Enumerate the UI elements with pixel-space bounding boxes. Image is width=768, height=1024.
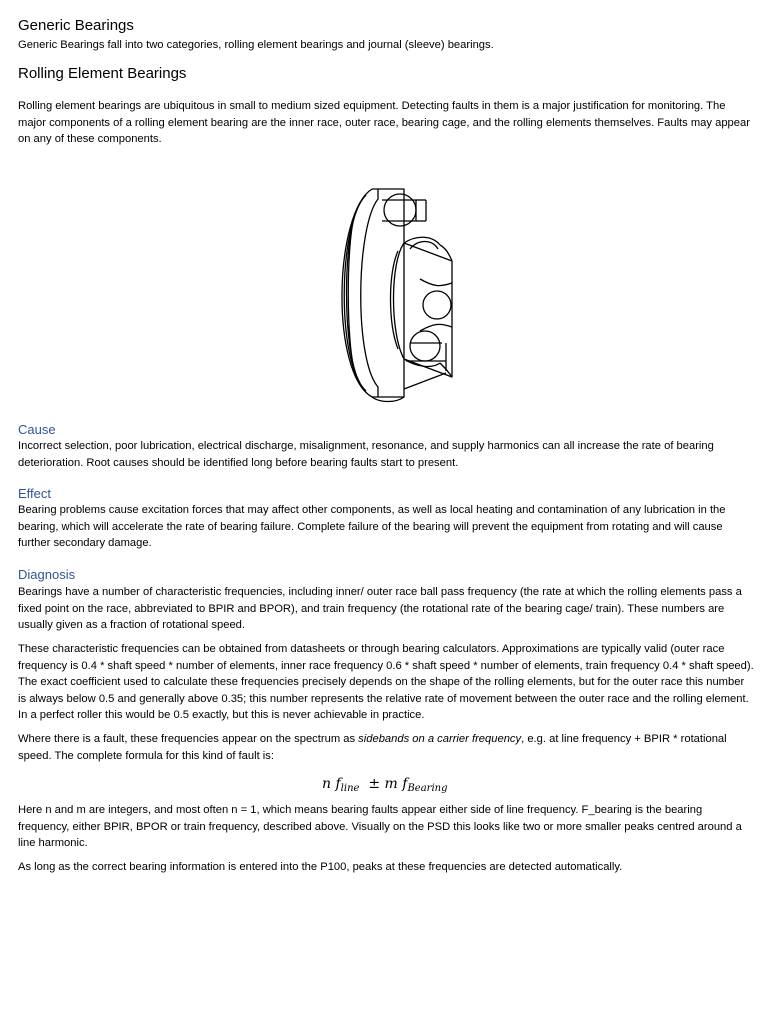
sidebands-phrase: sidebands on a carrier frequency	[358, 733, 522, 745]
diagnosis-p3-tail: , e.g. at line frequency + BPIR * rotational speed. The complete formula for this kind of fault is:	[18, 733, 727, 762]
cause-paragraph: Incorrect selection, poor lubrication, electrical discharge, misalignment, resonance, and supply harmonics can all increase the rate of bearing deterioration. Root causes should be identified long before bearing faults start to present.	[18, 440, 714, 469]
formula-n: n	[322, 776, 332, 792]
rolling-element-paragraph: Rolling element bearings are ubiquitous in small to medium sized equipment. Detecting faults in them is a major justification for monitoring. The major components of a rolling element bearing are the inner race, outer race, bearing cage, and the rolling elements themselves. Faults may appear on any of these components.	[18, 100, 750, 145]
diagnosis-paragraph-1: Bearings have a number of characteristic frequencies, including inner/ outer race ball pass frequency (the rate at which the rolling elements pass a fixed point on the race, abbreviated to BPIR and BPOR), and train frequency (the rotational rate of the bearing cage/ train). These numbers are usually given as a fraction of rotational speed.	[18, 586, 742, 631]
diagnosis-paragraph-3	[18, 731, 754, 764]
cause-heading: Cause	[18, 422, 56, 437]
rolling-element-heading: Rolling Element Bearings	[18, 65, 187, 82]
diagnosis-paragraph-5: As long as the correct bearing information is entered into the P100, peaks at these frequencies are detected automatically.	[18, 861, 623, 873]
formula-plus-minus: ±	[368, 776, 381, 792]
diagnosis-p3-lead: Where there is a fault, these frequencies appear on the spectrum as	[18, 733, 359, 745]
formula-m: m	[384, 776, 398, 792]
fault-frequency-formula	[322, 775, 448, 798]
formula-f-line: $f_{line}$	[335, 776, 360, 794]
diagnosis-heading: Diagnosis	[18, 567, 76, 582]
effect-paragraph: Bearing problems cause excitation forces that may affect other components, as well as local heating and contamination of any lubrication in the bearing, which will accelerate the rate of bearing failure. Complete failure of the bearing will prevent the equipment from rotating and will cause further secondary damage.	[18, 504, 726, 549]
diagnosis-paragraph-4: Here n and m are integers, and most often n = 1, which means bearing faults appear either side of line frequency. F_bearing is the bearing frequency, either BPIR, BPOR or train frequency, described above. Visually on the PSD this looks like two or more smaller peaks centred around a line harmonic.	[18, 804, 742, 849]
formula-f-bearing: $f_{Bearing}$	[402, 776, 448, 794]
diagnosis-paragraph-2: These characteristic frequencies can be obtained from datasheets or through bearing calculators. Approximations are typically valid (outer race frequency is 0.4 * shaft speed * number of elements, inner race frequency 0.6 * shaft speed * number of elements, train frequency 0.4 * shaft speed). The exact coefficient used to calculate these frequencies precisely depends on the shape of the rolling elements, but for the outer race this number is always below 0.5 and generally above 0.35; this number represents the relative rate of movement between the outer race and the rolling element. In a perfect roller this would be 0.5 exactly, but this is never achievable in practice.	[18, 643, 754, 721]
page-title: Generic Bearings	[18, 17, 134, 34]
intro-paragraph: Generic Bearings fall into two categories, rolling element bearings and journal (sleeve) bearings.	[18, 39, 494, 51]
ball-bearing-cross-section-icon	[320, 183, 470, 403]
effect-heading: Effect	[18, 486, 52, 501]
